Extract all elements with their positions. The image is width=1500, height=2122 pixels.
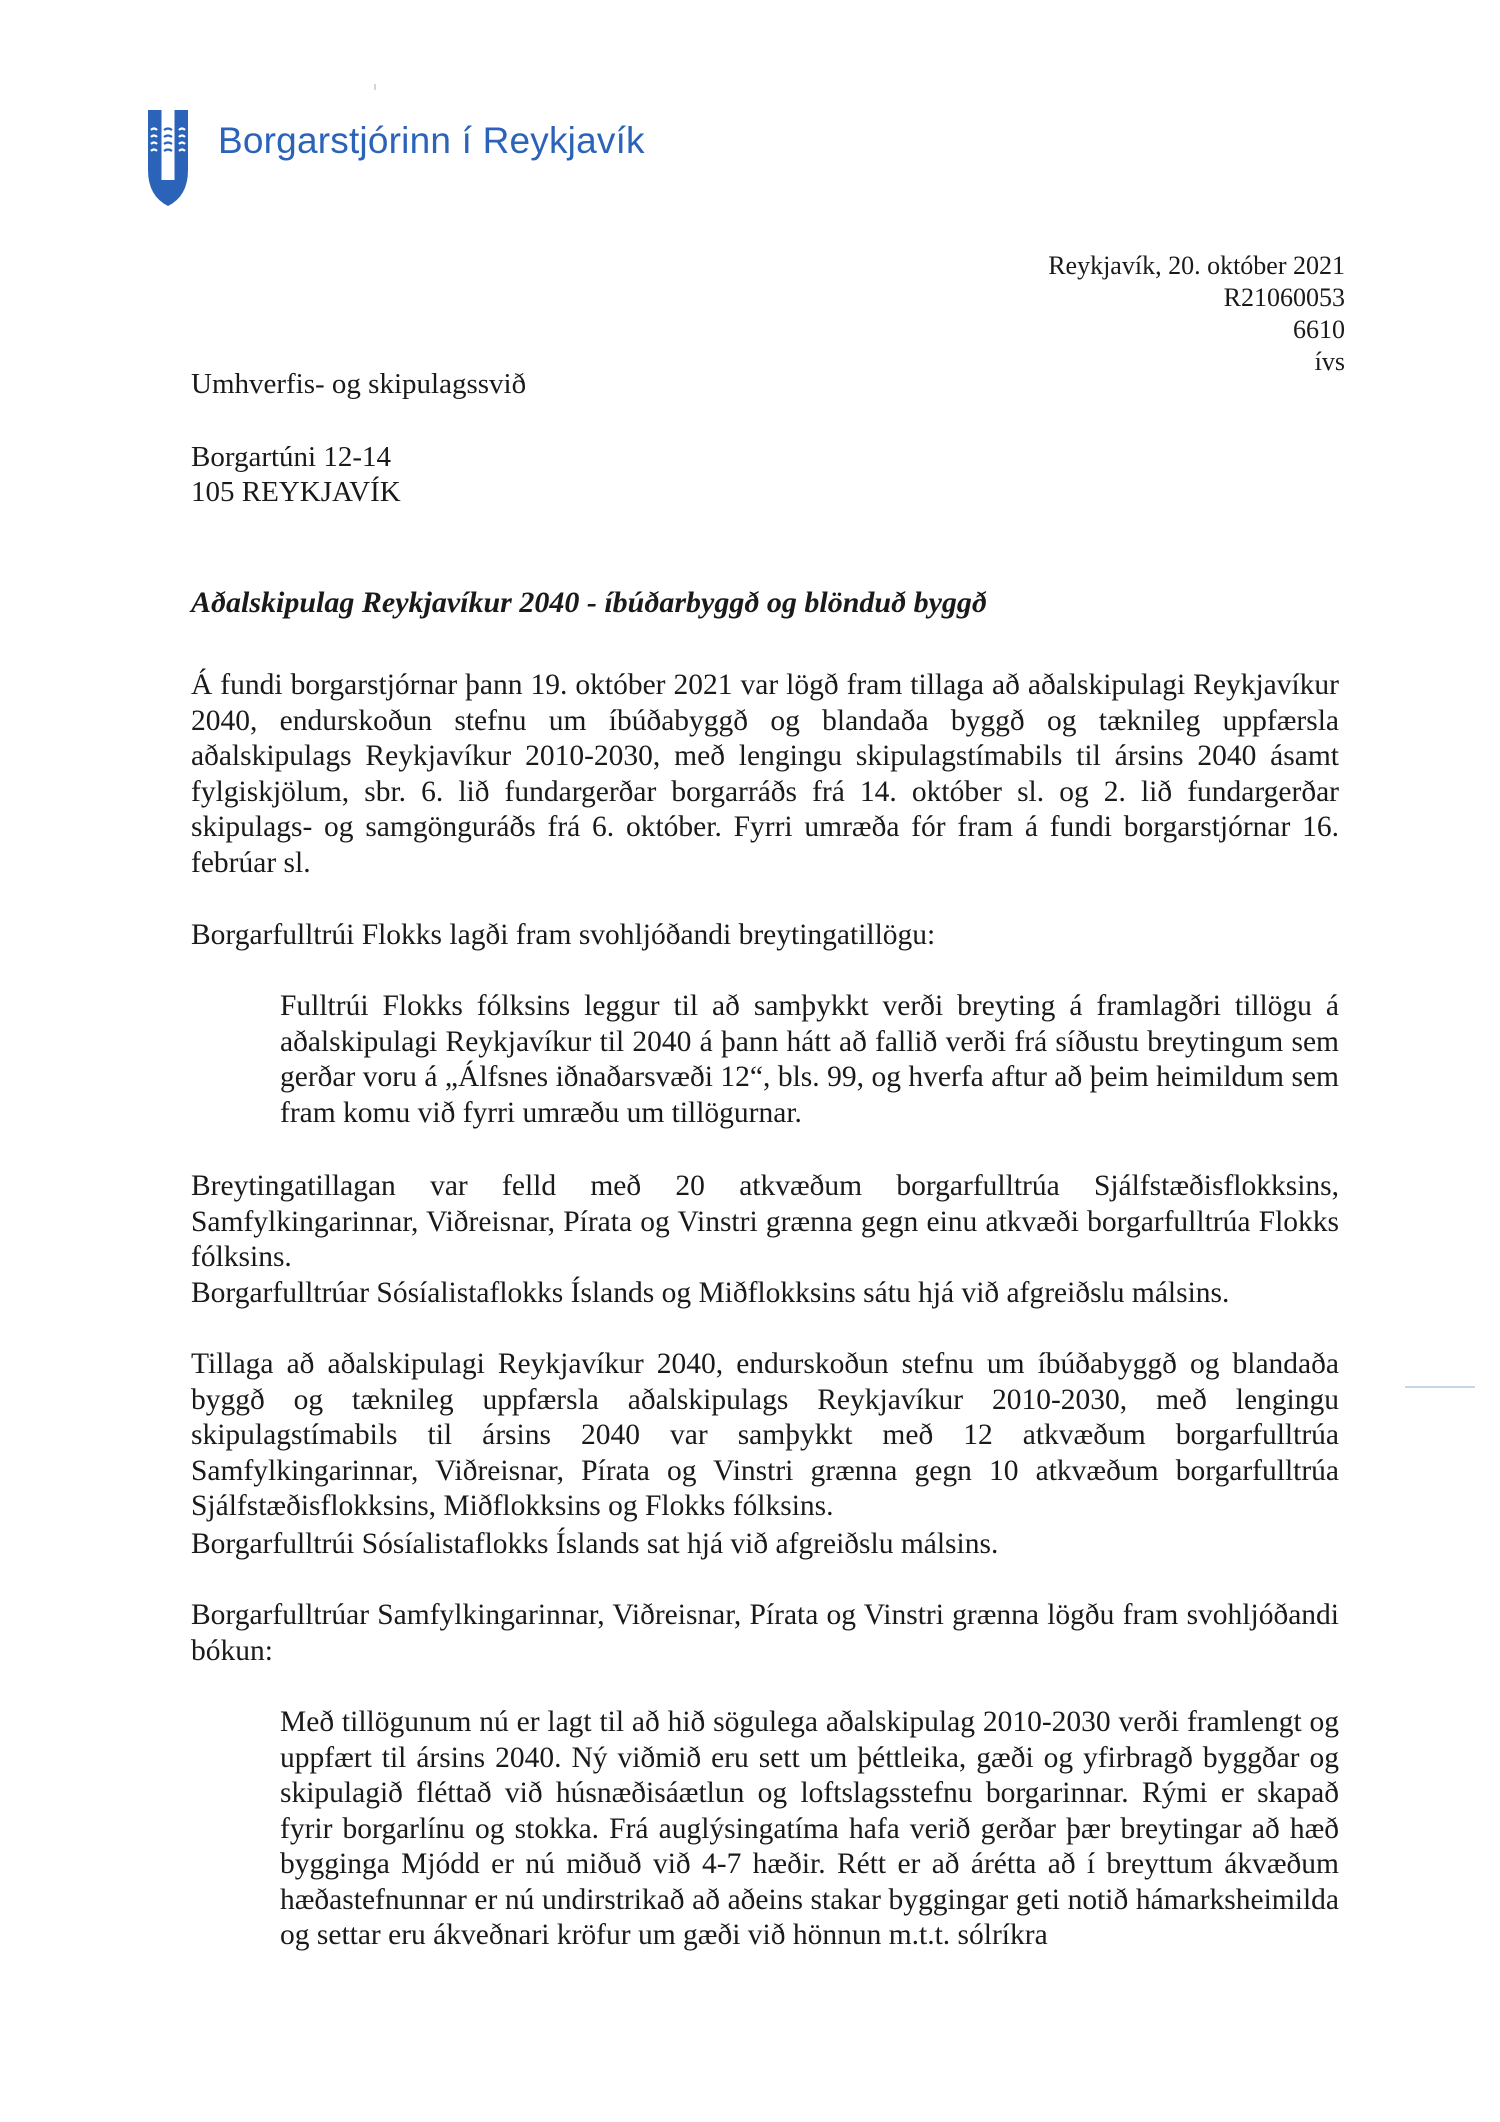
letter-subject: Aðalskipulag Reykjavíkur 2040 - íbúðarbyggð og blönduð byggð <box>191 586 987 619</box>
paragraph-abstain-2: Borgarfulltrúi Sósíalistaflokks Íslands sat hjá við afgreiðslu málsins. <box>191 1528 999 1560</box>
case-number: R21060053 <box>1223 283 1345 312</box>
recipient-name: Umhverfis- og skipulagssvið <box>191 368 527 400</box>
reference-code: 6610 <box>1293 315 1345 344</box>
paragraph-meeting: Á fundi borgarstjórnar þann 19. október 2021 var lögð fram tillaga að aðalskipulagi Reykjavíkur 2040, endurskoðun stefnu um íbúðabyggð og blandaða byggð og tæknileg uppfærsla aðalskipulags Reykjavíkur 2010-2030, með lengingu skipulagstímabils til ársins 2040 ásamt fylgiskjölum, sbr. 6. lið fundargerðar borgarráðs frá 14. október sl. og 2. lið fundargerðar skipulags- og samgönguráðs frá 6. október. Fyrri umræða fór fram á fundi borgarstjórnar 16. febrúar sl. <box>191 669 1339 879</box>
scan-mark <box>1405 1386 1475 1388</box>
letter-meta <box>1048 250 1345 378</box>
recipient-address <box>191 440 401 510</box>
organization-name: Borgarstjórinn í Reykjavík <box>218 120 645 161</box>
quote-bokun: Með tillögunum nú er lagt til að hið sögulega aðalskipulag 2010-2030 verði framlengt og uppfært til ársins 2040. Ný viðmið eru sett um þéttleika, gæði og yfirbragð byggðar og skipulagið fléttað við húsnæðisáætlun og loftslagsstefnu borgarinnar. Rými er skapað fyrir borgarlínu og stokka. Frá auglýsingatíma hafa verið gerðar þær breytingar að hæð bygginga Mjódd er nú miðuð við 4-7 hæðir. Rétt er að árétta að í breyttum ákvæðum hæðastefnunnar er nú undirstrikað að aðeins stakar byggingar geti notið hámarksheimilda og settar eru ákveðnari kröfur um gæði við hönnun m.t.t. sólríkra <box>280 1706 1339 1951</box>
recipient-street: Borgartúni 12-14 <box>191 441 392 473</box>
letter-date: Reykjavík, 20. október 2021 <box>1048 251 1345 280</box>
quote-amendment: Fulltrúi Flokks fólksins leggur til að samþykkt verði breyting á framlagðri tillögu á aðalskipulagi Reykjavíkur til 2040 á þann hátt að fallið verði frá síðustu breytingum sem gerðar voru á „Álfsnes iðnaðarsvæði 12“, bls. 99, og hverfa aftur að þeim heimildum sem fram komu við fyrri umræðu um tillögurnar. <box>280 990 1339 1129</box>
scan-speck <box>374 84 376 90</box>
paragraph-amendment-intro: Borgarfulltrúi Flokks lagði fram svohljóðandi breytingatillögu: <box>191 919 936 951</box>
paragraph-proposal-vote: Tillaga að aðalskipulagi Reykjavíkur 2040, endurskoðun stefnu um íbúðabyggð og blandaða byggð og tæknileg uppfærsla aðalskipulags Reykjavíkur 2010-2030, með lengingu skipulagstímabils til ársins 2040 var samþykkt með 12 atkvæðum borgarfulltrúa Samfylkingarinnar, Viðreisnar, Pírata og Vinstri grænna gegn 10 atkvæðum borgarfulltrúa Sjálfstæðisflokksins, Miðflokksins og Flokks fólksins. <box>191 1348 1339 1522</box>
recipient-city: 105 REYKJAVÍK <box>191 476 401 508</box>
reykjavik-coat-of-arms-icon <box>146 108 190 208</box>
paragraph-bokun-intro: Borgarfulltrúar Samfylkingarinnar, Viðreisnar, Pírata og Vinstri grænna lögðu fram svohljóðandi bókun: <box>191 1599 1339 1667</box>
paragraph-abstain-1: Borgarfulltrúar Sósíalistaflokks Íslands og Miðflokksins sátu hjá við afgreiðslu málsins. <box>191 1277 1230 1309</box>
paragraph-amendment-vote: Breytingatillagan var felld með 20 atkvæðum borgarfulltrúa Sjálfstæðisflokksins, Samfylkingarinnar, Viðreisnar, Pírata og Vinstri grænna gegn einu atkvæði borgarfulltrúa Flokks fólksins. <box>191 1170 1339 1273</box>
author-initials: ívs <box>1314 347 1345 376</box>
